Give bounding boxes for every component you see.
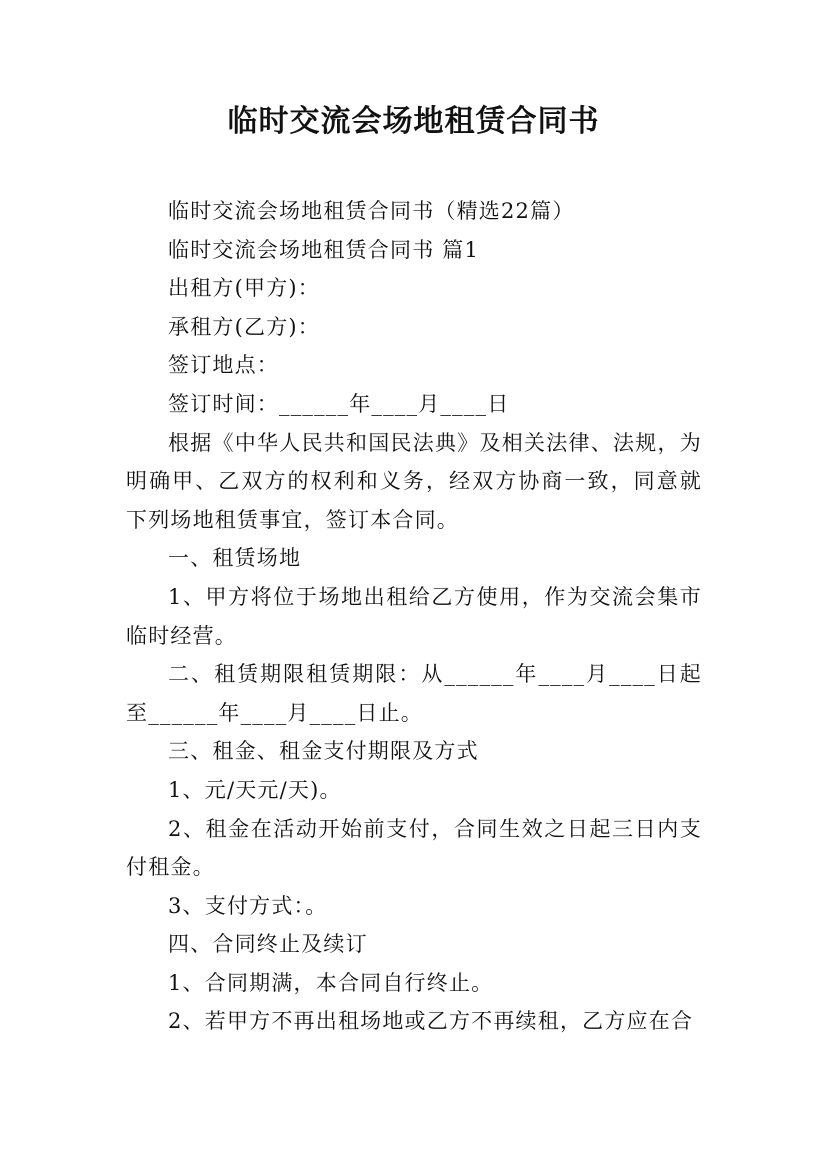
clause-heading: 一、租赁场地: [168, 546, 302, 571]
clause-item: 1、合同期满，本合同自行终止。: [168, 970, 494, 995]
clause-item: 1、元/天元/天)。: [168, 777, 342, 802]
subtitle-paragraph: 临时交流会场地租赁合同书（精选22篇）: [168, 199, 575, 223]
clause-heading: 二、租赁期限租赁期限：从______年____月____日起至______年____月____日止。: [126, 662, 702, 725]
document-title: 临时交流会场地租赁合同书: [227, 104, 600, 139]
preamble-paragraph: 根据《中华人民共和国民法典》及相关法律、法规，为明确甲、乙双方的权利和义务，经双方协商一致，同意就下列场地租赁事宜，签订本合同。: [126, 430, 702, 532]
clause-heading: 三、租金、租金支付期限及方式: [168, 739, 479, 764]
section-heading: 临时交流会场地租赁合同书 篇1: [168, 237, 480, 262]
lessee-line: 承租方(乙方)：: [168, 314, 320, 339]
clause-item: 2、租金在活动开始前支付，合同生效之日起三日内支付租金。: [126, 816, 702, 880]
signing-place-line: 签订地点：: [168, 353, 279, 378]
signing-date-line: 签订时间：______年____月____日: [168, 391, 510, 416]
clause-item: 2、若甲方不再出租场地或乙方不再续租，乙方应在合: [168, 1009, 694, 1034]
clause-item: 1、甲方将位于场地出租给乙方使用，作为交流会集市临时经营。: [126, 584, 702, 648]
clause-heading: 四、合同终止及续订: [168, 932, 368, 957]
document-body: [126, 192, 702, 1041]
clause-item: 3、支付方式：。: [168, 893, 328, 918]
lessor-line: 出租方(甲方)：: [168, 276, 320, 301]
